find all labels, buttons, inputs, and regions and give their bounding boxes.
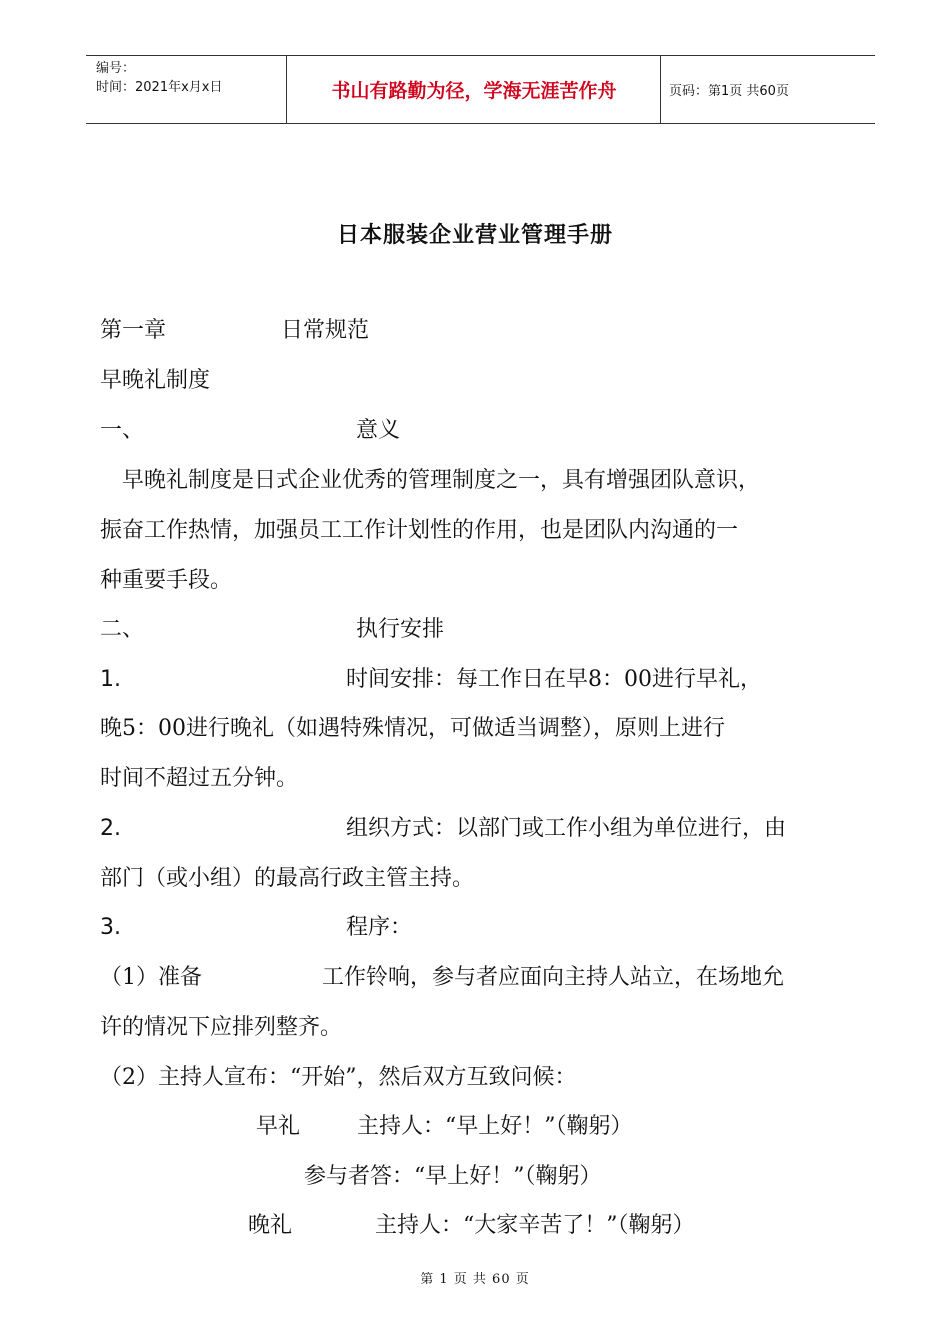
evening-host-line: 主持人：“大家辛苦了！”（鞠躬）	[375, 1213, 695, 1238]
header-meta	[96, 59, 222, 97]
paragraph-line: 种重要手段。	[100, 568, 233, 593]
code-label: 编号：	[96, 61, 136, 76]
item-3-number: 3.	[100, 915, 121, 940]
item-3-text: 程序：	[346, 915, 413, 940]
document-title: 日本服装企业营业管理手册	[336, 223, 613, 248]
step-1-line: 工作铃响，参与者应面向主持人站立，在场地允	[322, 965, 785, 990]
header-page-info: 页码：第1页 共60页	[669, 84, 789, 99]
heading-1-number: 一、	[100, 418, 145, 443]
item-1-number: 1.	[100, 667, 121, 692]
heading-1-text: 意义	[356, 418, 401, 443]
morning-label: 早礼	[256, 1114, 301, 1139]
step-1-line: 许的情况下应排列整齐。	[100, 1015, 343, 1040]
step-1-label: （1）准备	[100, 965, 202, 990]
item-1-line: 晚5：00进行晚礼（如遇特殊情况，可做适当调整），原则上进行	[100, 716, 725, 741]
morning-host-line: 主持人：“早上好！”（鞠躬）	[357, 1114, 633, 1139]
time-label: 时间：2021年x月x日	[96, 80, 223, 95]
item-1-line: 时间安排：每工作日在早8：00进行早礼，	[346, 667, 762, 692]
item-2-line: 组织方式：以部门或工作小组为单位进行，由	[346, 816, 787, 841]
item-2-number: 2.	[100, 816, 121, 841]
chapter-heading	[100, 316, 166, 346]
item-1-line: 时间不超过五分钟。	[100, 766, 299, 791]
chapter-number: 第一章	[100, 318, 167, 343]
section-title: 早晚礼制度	[100, 368, 211, 393]
header-motto: 书山有路勤为径，学海无涯苦作舟	[331, 80, 617, 102]
chapter-title: 日常规范	[281, 318, 370, 343]
page-footer: 第 1 页 共 60 页	[420, 1272, 530, 1287]
morning-reply-line: 参与者答：“早上好！”（鞠躬）	[304, 1164, 602, 1189]
page-header	[86, 55, 875, 124]
paragraph-line: 振奋工作热情，加强员工工作计划性的作用，也是团队内沟通的一	[100, 518, 739, 543]
heading-2-number: 二、	[100, 617, 145, 642]
evening-label: 晚礼	[248, 1213, 293, 1238]
heading-2-text: 执行安排	[356, 617, 445, 642]
header-divider	[660, 56, 661, 123]
step-2-line: （2）主持人宣布：“开始”，然后双方互致问候：	[100, 1065, 577, 1090]
item-2-line: 部门（或小组）的最高行政主管主持。	[100, 866, 475, 891]
paragraph-line: 早晚礼制度是日式企业优秀的管理制度之一，具有增强团队意识，	[122, 468, 761, 493]
header-divider	[286, 56, 287, 123]
